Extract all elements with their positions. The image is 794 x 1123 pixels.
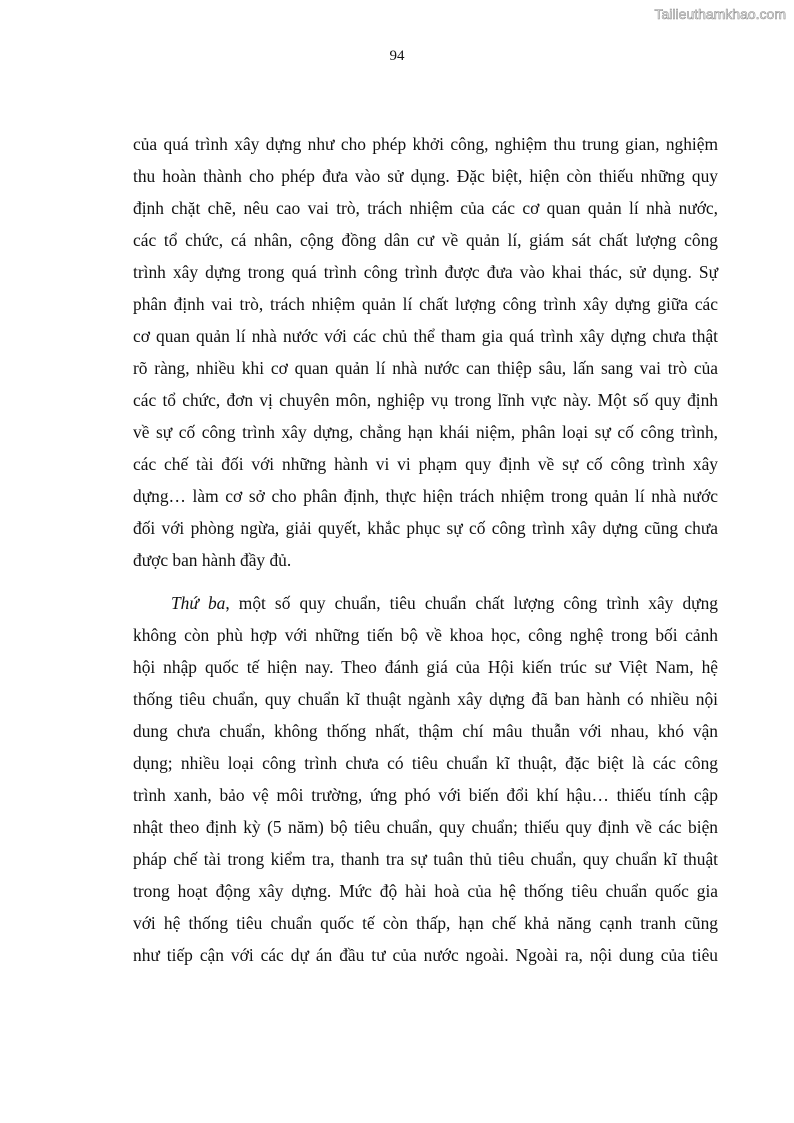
text-line: dung chưa chuẩn, không thống nhất, thậm chí mâu thuẫn với nhau, khó vận (133, 721, 718, 741)
text-line: cơ quan quản lí nhà nước với các chủ thể tham gia quá trình xây dựng chưa thật (133, 326, 718, 346)
text-line: các chế tài đối với những hành vi vi phạm quy định về sự cố công trình xây (133, 454, 718, 474)
text-line (171, 593, 718, 615)
text-line: trong hoạt động xây dựng. Mức độ hài hoà của hệ thống tiêu chuẩn quốc gia (133, 881, 718, 901)
text-line: của quá trình xây dựng như cho phép khởi công, nghiệm thu trung gian, nghiệm (133, 134, 718, 154)
italic-lead: Thứ ba (171, 593, 226, 613)
text-line: được ban hành đầy đủ. (133, 550, 292, 570)
text-line: hội nhập quốc tế hiện nay. Theo đánh giá của Hội kiến trúc sư Việt Nam, hệ (133, 657, 718, 677)
text-line: các tổ chức, cá nhân, cộng đồng dân cư về quản lí, giám sát chất lượng công (133, 230, 718, 250)
text-line: dụng; nhiều loại công trình chưa có tiêu chuẩn kĩ thuật, đặc biệt là các công (133, 753, 718, 773)
text-line: pháp chế tài trong kiểm tra, thanh tra sự tuân thủ tiêu chuẩn, quy chuẩn kĩ thuật (133, 849, 718, 869)
watermark-text: Tailieuthamkhao.com (654, 6, 786, 22)
text-line: thu hoàn thành cho phép đưa vào sử dụng. Đặc biệt, hiện còn thiếu những quy (133, 166, 718, 186)
text-line: dựng… làm cơ sở cho phân định, thực hiện trách nhiệm trong quản lí nhà nước (133, 486, 718, 506)
text-line: đối với phòng ngừa, giải quyết, khắc phục sự cố công trình xây dựng cũng chưa (133, 518, 718, 538)
text-line: trình xanh, bảo vệ môi trường, ứng phó với biến đổi khí hậu… thiếu tính cập (133, 785, 718, 805)
text-line: về sự cố công trình xây dựng, chẳng hạn khái niệm, phân loại sự cố công trình, (133, 422, 718, 442)
text-line: không còn phù hợp với những tiến bộ về khoa học, công nghệ trong bối cảnh (133, 625, 718, 645)
text-line: với hệ thống tiêu chuẩn quốc tế còn thấp, hạn chế khả năng cạnh tranh cũng (133, 913, 718, 933)
text-line: định chặt chẽ, nêu cao vai trò, trách nhiệm của các cơ quan quản lí nhà nước, (133, 198, 718, 218)
text-line: trình xây dựng trong quá trình công trình được đưa vào khai thác, sử dụng. Sự (133, 262, 718, 282)
text-line: nhật theo định kỳ (5 năm) bộ tiêu chuẩn, quy chuẩn; thiếu quy định về các biện (133, 817, 718, 837)
text-line-rest: , một số quy chuẩn, tiêu chuẩn chất lượng công trình xây dựng (225, 593, 718, 613)
text-line: như tiếp cận với các dự án đầu tư của nước ngoài. Ngoài ra, nội dung của tiêu (133, 945, 718, 965)
text-line: phân định vai trò, trách nhiệm quản lí chất lượng công trình xây dựng giữa các (133, 294, 718, 314)
text-line: thống tiêu chuẩn, quy chuẩn kĩ thuật ngành xây dựng đã ban hành có nhiều nội (133, 689, 718, 709)
text-line: rõ ràng, nhiều khi cơ quan quản lí nhà nước can thiệp sâu, lấn sang vai trò của (133, 358, 718, 378)
text-line: các tổ chức, đơn vị chuyên môn, nghiệp vụ trong lĩnh vực này. Một số quy định (133, 390, 718, 410)
page-number: 94 (389, 48, 405, 64)
